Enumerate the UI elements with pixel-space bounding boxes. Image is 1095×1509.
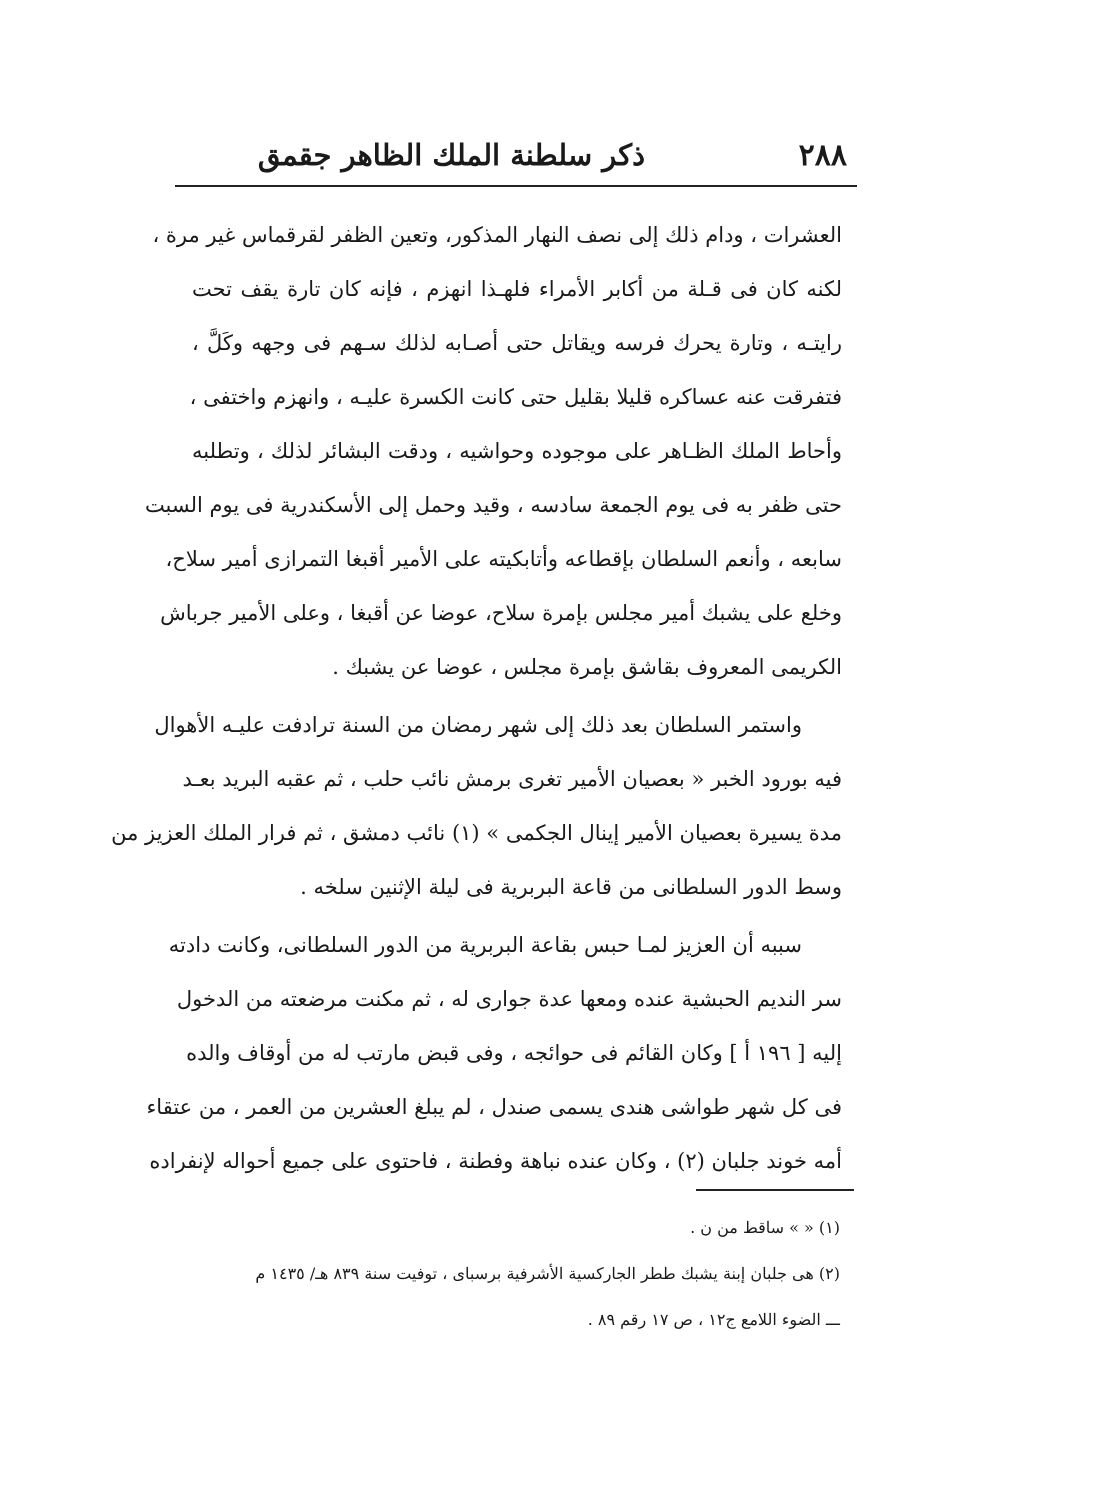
text-line: سببه أن العزيز لمـا حبس بقاعة البربرية من الدور السلطانى، وكانت دادته [168, 933, 802, 957]
footnote-line: ـــ الضوء اللامع ج١٢ ، ص ١٧ رقم ٨٩ . [587, 1310, 840, 1329]
body-text [111, 208, 842, 1188]
footnote-rule [696, 1189, 854, 1191]
text-line: سر النديم الحبشية عنده ومعها عدة جوارى له ، ثم مكنت مرضعته من الدخول [176, 987, 842, 1011]
header-rule [175, 185, 857, 187]
running-title: ذكر سلطنة الملك الظاهر جقمق [257, 138, 645, 172]
text-line: واستمر السلطان بعد ذلك إلى شهر رمضان من السنة ترادفت عليـه الأهوال [154, 713, 802, 737]
page-header [175, 128, 855, 182]
text-line: أمه خوند جلبان (٢) ، وكان عنده نباهة وفطنة ، فاحتوى على جميع أحواله لإنفراده [149, 1149, 842, 1173]
text-line: الكريمى المعروف بقاشق بإمرة مجلس ، عوضا عن يشبك . [332, 655, 842, 679]
text-line: وأحاط الملك الظـاهر على موجوده وحواشيه ، ودقت البشائر لذلك ، وتطلبه [192, 439, 842, 463]
text-line: العشرات ، ودام ذلك إلى نصف النهار المذكور، وتعين الظفر لقرقماس غير مرة ، [152, 223, 842, 247]
text-line: فى كل شهر طواشى هندى يسمى صندل ، لم يبلغ العشرين من العمر ، من عتقاء [146, 1095, 842, 1119]
footnotes [180, 1205, 840, 1343]
text-line: فيه بورود الخبر « بعصيان الأمير تغرى برمش نائب حلب ، ثم عقبه البريد بعـد [182, 767, 842, 791]
text-line: لكنه كان فى قـلة من أكابر الأمراء فلهـذا انهزم ، فإنه كان تارة يقف تحت [192, 277, 842, 301]
text-line: إليه [ ١٩٦ أ ] وكان القائم فى حوائجه ، وفى قبض مارتب له من أوقاف والده [186, 1041, 842, 1065]
text-line: رايتـه ، وتارة يحرك فرسه ويقاتل حتى أصـابه لذلك سـهم فى وجهه وكَلَّ ، [192, 331, 842, 355]
text-line: وسط الدور السلطانى من قاعة البربرية فى ليلة الإثنين سلخه . [300, 875, 842, 899]
text-line: سابعه ، وأنعم السلطان بإقطاعه وأتابكيته على الأمير أقبغا التمرازى أمير سلاح، [165, 547, 842, 571]
text-line: حتى ظفر به فى يوم الجمعة سادسه ، وقيد وحمل إلى الأسكندرية فى يوم السبت [144, 493, 842, 517]
footnote-line: (١) « » ساقط من ن . [690, 1218, 840, 1237]
page-number: ٢٨٨ [798, 138, 847, 173]
text-line: وخلع على يشبك أمير مجلس بإمرة سلاح، عوضا عن أقبغا ، وعلى الأمير جرباش [160, 601, 842, 625]
text-line: مدة يسيرة بعصيان الأمير إينال الجكمى » (١) نائب دمشق ، ثم فرار الملك العزيز من [111, 821, 842, 845]
text-line: فتفرقت عنه عساكره قليلا بقليل حتى كانت الكسرة عليـه ، وانهزم واختفى ، [189, 385, 842, 409]
footnote-line: (٢) هى جلبان إبنة يشبك ططر الجاركسية الأشرفية برسباى ، توفيت سنة ٨٣٩ هـ/ ١٤٣٥ م [255, 1264, 840, 1283]
